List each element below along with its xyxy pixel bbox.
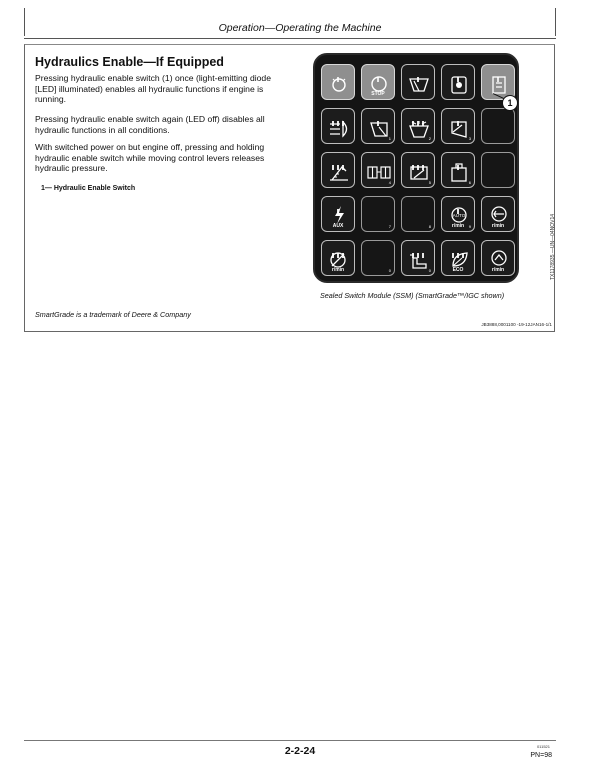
switch-rear-wiper xyxy=(361,108,395,144)
page-number: 2-2-24 xyxy=(284,745,316,757)
sealed-switch-module xyxy=(313,53,519,283)
figure-side-code: TX1178935 —UN—04NOV14 xyxy=(550,213,556,280)
switch-number: 0 xyxy=(388,268,391,273)
switch-washer xyxy=(401,108,435,144)
switch-number: 6 xyxy=(468,180,471,185)
callout-number-badge: 1 xyxy=(502,95,518,111)
switch-blank xyxy=(481,152,515,188)
svg-text:AUTO: AUTO xyxy=(452,213,466,218)
switch-number: 9 xyxy=(468,224,471,229)
switch-fan xyxy=(441,64,475,100)
switch-mode xyxy=(441,152,475,188)
switch-blank xyxy=(401,196,435,232)
switch-eco-mode xyxy=(441,240,475,276)
switch-label: r/min xyxy=(491,223,505,229)
switch-differential-lock xyxy=(361,152,395,188)
switch-blade-float xyxy=(321,152,355,188)
switch-aux-power xyxy=(321,196,355,232)
switch-idle-off xyxy=(321,240,355,276)
trademark-note: SmartGrade is a trademark of Deere & Company xyxy=(35,310,191,319)
switch-number: 8 xyxy=(428,224,431,229)
switch-blank xyxy=(361,196,395,232)
switch-engine-stop xyxy=(361,64,395,100)
switch-wiper xyxy=(401,64,435,100)
footer-code: 011521 xyxy=(536,744,550,749)
switch-label: r/min xyxy=(451,223,465,229)
callout-legend: 1— Hydraulic Enable Switch xyxy=(41,185,136,192)
switch-label: r/min xyxy=(331,267,345,273)
switch-number: 3 xyxy=(468,136,471,141)
document-id: JB3888,0001100 -19-12JAN16-1/1 xyxy=(481,322,552,327)
figure-caption: Sealed Switch Module (SSM) (SmartGrade™/IGC shown) xyxy=(320,291,505,300)
footer-pn: PN=98 xyxy=(530,752,552,759)
switch-number: 5 xyxy=(428,180,431,185)
switch-blank xyxy=(361,240,395,276)
switch-side-wiper xyxy=(441,108,475,144)
paragraph-enable: Pressing hydraulic enable switch (1) once (light-emitting diode [LED] illuminated) enables all hydraulic functions if engine is running. xyxy=(35,73,271,105)
switch-label: r/min xyxy=(491,267,505,273)
switch-label: STOP xyxy=(371,91,385,97)
switch-number: 1 xyxy=(388,136,391,141)
paragraph-disable: Pressing hydraulic enable switch again (LED off) disables all hydraulic functions in all conditions. xyxy=(35,114,265,135)
footer-divider xyxy=(24,740,556,741)
paragraph-release: With switched power on but engine off, pressing and holding hydraulic enable switch while moving control levers releases hydraulic pressure. xyxy=(35,142,265,174)
switch-label: AUX xyxy=(332,223,344,229)
switch-number: 0 xyxy=(428,268,431,273)
switch-speed-down xyxy=(481,196,515,232)
switch-number: 2 xyxy=(428,136,431,141)
switch-blank xyxy=(481,108,515,144)
switch-auto-idle xyxy=(441,196,475,232)
switch-engine-start xyxy=(321,64,355,100)
running-header: Operation—Operating the Machine xyxy=(218,22,382,34)
section-title: Hydraulics Enable—If Equipped xyxy=(35,55,224,69)
switch-headlight xyxy=(321,108,355,144)
switch-window-wiper xyxy=(401,152,435,188)
switch-number: 4 xyxy=(388,180,391,185)
switch-speed-up xyxy=(481,240,515,276)
switch-label: ECO xyxy=(452,267,464,273)
switch-number: 7 xyxy=(388,224,391,229)
switch-seat xyxy=(401,240,435,276)
header-divider xyxy=(24,38,556,39)
